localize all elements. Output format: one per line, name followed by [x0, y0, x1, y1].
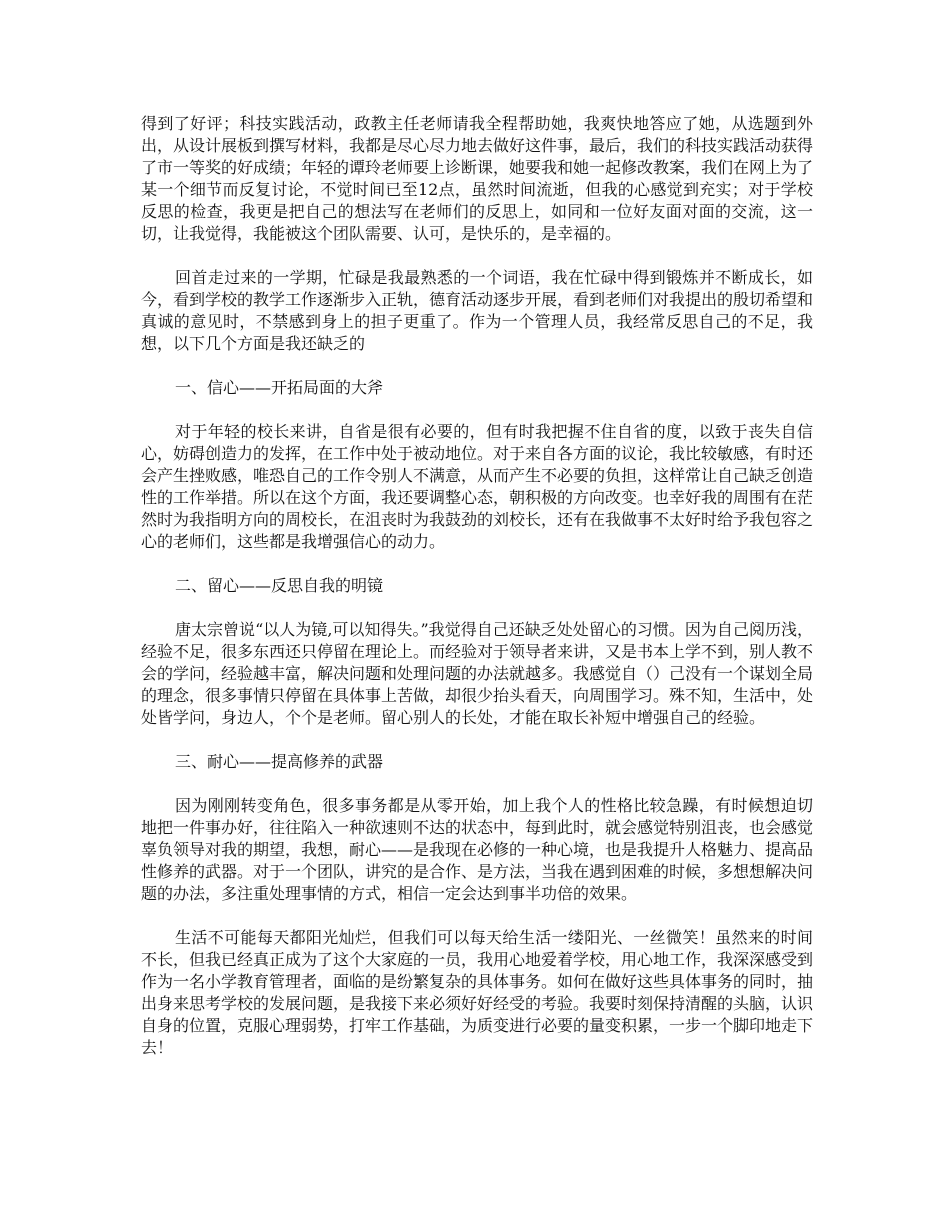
paragraph-6: 生活不可能每天都阳光灿烂，但我们可以每天给生活一缕阳光、一丝微笑！虽然来的时间不长，但我已经真正成为了这个大家庭的一员，我用心地爱着学校，用心地工作，我深深感受到作为一名小学教育管理者，面临的是纷繁复杂的具体事务。如何在做好这些具体事务的同时，抽出身来思考学校的发展问题，是我接下来必须好好经受的考验。我要时刻保持清醒的头脑，认识自身的位置，克服心理弱势，打牢工作基础，为质变进行必要的量变积累，一步一个脚印地走下去！ — [141, 928, 814, 1057]
section-heading-patience: 三、耐心——提高修养的武器 — [175, 752, 384, 771]
paragraph-1: 得到了好评；科技实践活动，政教主任老师请我全程帮助她，我爽快地答应了她，从选题到外出，从设计展板到撰写材料，我都是尽心尽力地去做好这件事，最后，我们的科技实践活动获得了市一等奖的好成绩；年轻的谭玲老师要上诊断课，她要我和她一起修改教案，我们在网上为了某一个细节而反复讨论，不觉时间已至12点，虽然时间流逝，但我的心感觉到充实；对于学校反思的检查，我更是把自己的想法写在老师们的反思上，如同和一位好友面对面的交流，这一切，让我觉得，我能被这个团队需要、认可，是快乐的，是幸福的。 — [141, 114, 814, 243]
section-heading-confidence: 一、信心——开拓局面的大斧 — [175, 378, 384, 397]
section-heading-attentiveness: 二、留心——反思自我的明镜 — [175, 576, 384, 595]
paragraph-5: 因为刚刚转变角色，很多事务都是从零开始，加上我个人的性格比较急躁，有时候想迫切地把一件事办好，往往陷入一种欲速则不达的状态中，每到此时，就会感觉特别沮丧，也会感觉辜负领导对我的期望，我想，耐心——是我现在必修的一种心境，也是我提升人格魅力、提高品性修养的武器。对于一个团队，讲究的是合作、是方法，当我在遇到困难的时候，多想想解决问题的办法，多注重处理事情的方式，相信一定会达到事半功倍的效果。 — [141, 796, 814, 903]
paragraph-2: 回首走过来的一学期，忙碌是我最熟悉的一个词语，我在忙碌中得到锻炼并不断成长，如今，看到学校的教学工作逐渐步入正轨，德育活动逐步开展，看到老师们对我提出的殷切希望和真诚的意见时，不禁感到身上的担子更重了。作为一个管理人员，我经常反思自己的不足，我想，以下几个方面是我还缺乏的 — [141, 268, 814, 353]
paragraph-4: 唐太宗曾说“以人为镜,可以知得失。”我觉得自己还缺乏处处留心的习惯。因为自己阅历浅，经验不足，很多东西还只停留在理论上。而经验对于领导者来讲，又是书本上学不到，别人教不会的学问，经验越丰富，解决问题和处理问题的办法就越多。我感觉自（）己没有一个谋划全局的理念，很多事情只停留在具体事上苦做，却很少抬头看天，向周围学习。殊不知，生活中，处处皆学问，身边人，个个是老师。留心别人的长处，才能在取长补短中增强自己的经验。 — [141, 620, 814, 727]
paragraph-3: 对于年轻的校长来讲，自省是很有必要的，但有时我把握不住自省的度，以致于丧失自信心，妨碍创造力的发挥，在工作中处于被动地位。对于来自各方面的议论，我比较敏感，有时还会产生挫败感，唯恐自己的工作令别人不满意，从而产生不必要的负担，这样常让自己缺乏创造性的工作举措。所以在这个方面，我还要调整心态，朝积极的方向改变。也幸好我的周围有在茫然时为我指明方向的周校长，在沮丧时为我鼓劲的刘校长，还有在我做事不太好时给予我包容之心的老师们，这些都是我增强信心的动力。 — [141, 422, 814, 551]
document-body — [141, 113, 813, 1081]
